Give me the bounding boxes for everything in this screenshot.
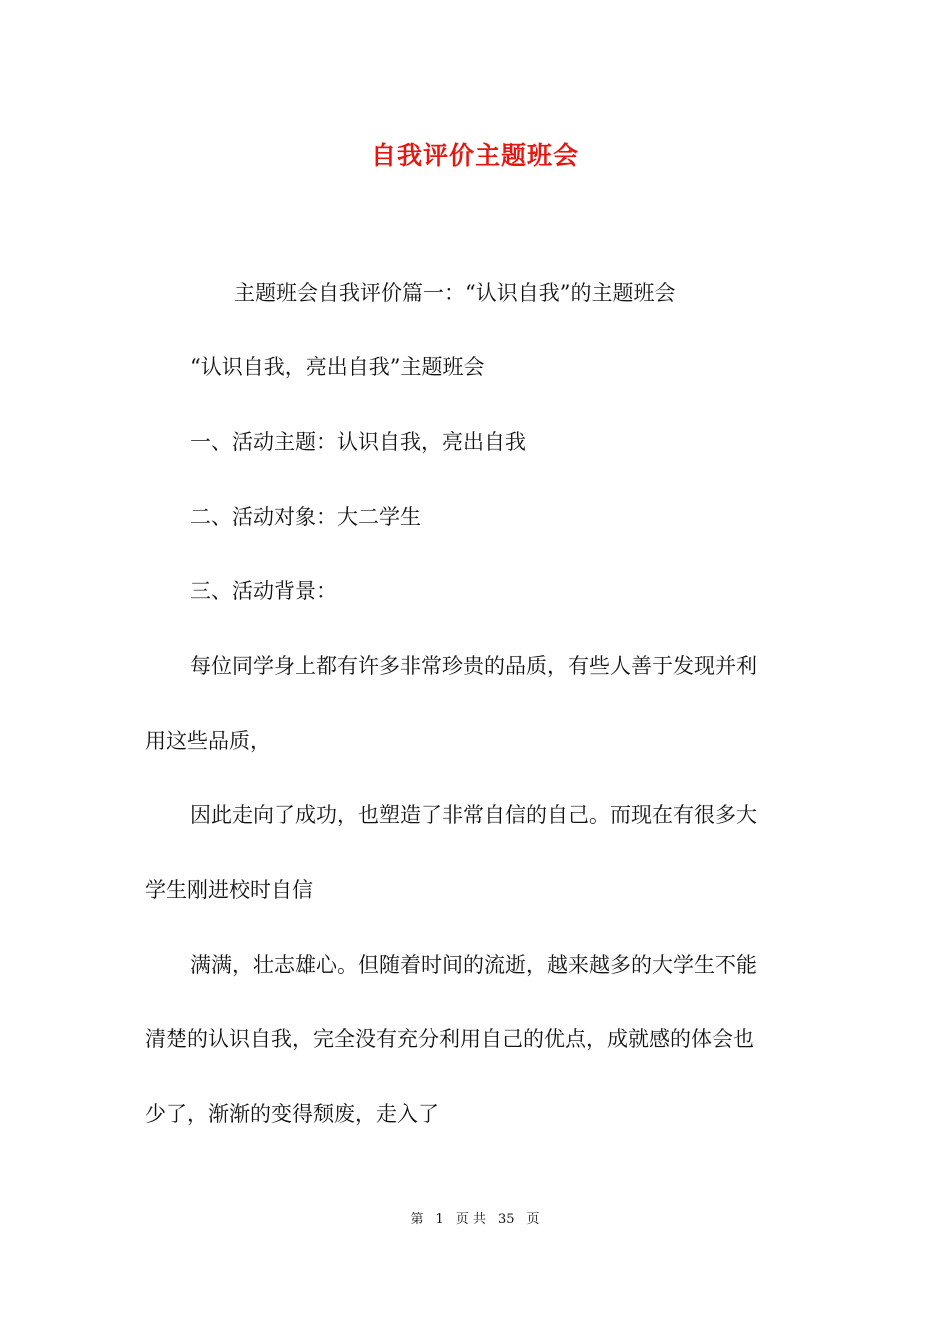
text-line-5: 三、活动背景： [190, 579, 337, 603]
footer-prefix: 第 [410, 1212, 424, 1227]
text-line-10: 满满，壮志雄心。但随着时间的流逝，越来越多的大学生不能 [190, 953, 757, 977]
footer-middle: 页 共 [455, 1212, 486, 1227]
text-line-6: 每位同学身上都有许多非常珍贵的品质，有些人善于发现并利 [190, 654, 757, 678]
text-line-2: “认识自我，亮出自我”主题班会 [190, 355, 485, 379]
text-line-7: 用这些品质， [145, 729, 271, 753]
document-title: 自我评价主题班会 [370, 141, 579, 170]
text-line-8: 因此走向了成功，也塑造了非常自信的自己。而现在有很多大 [190, 803, 757, 827]
page-footer [0, 1208, 950, 1227]
text-line-12: 少了，渐渐的变得颓废，走入了 [145, 1102, 439, 1126]
text-line-4: 二、活动对象：大二学生 [190, 505, 421, 529]
footer-suffix: 页 [526, 1212, 540, 1227]
text-line-1: 主题班会自我评价篇一：“认识自我”的主题班会 [234, 281, 676, 305]
footer-page-number: 1 [435, 1212, 444, 1227]
text-line-11: 清楚的认识自我，完全没有充分利用自己的优点，成就感的体会也 [145, 1027, 754, 1051]
text-line-9: 学生刚进校时自信 [145, 878, 313, 902]
footer-total-pages: 35 [497, 1212, 515, 1227]
text-line-3: 一、活动主题：认识自我，亮出自我 [190, 430, 526, 454]
